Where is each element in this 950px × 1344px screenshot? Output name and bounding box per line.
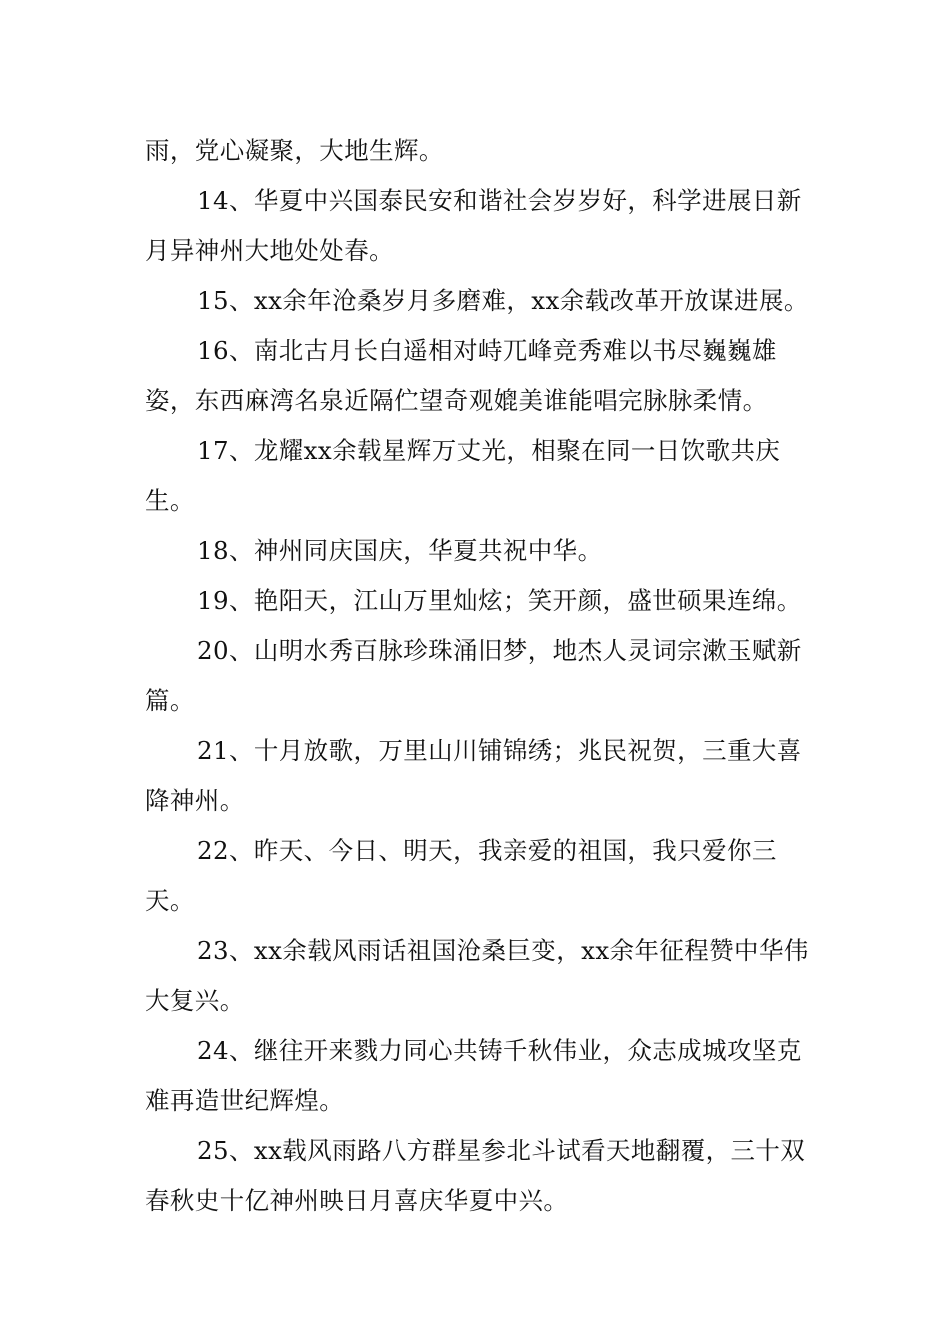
paragraph-25: 25、xx载风雨路八方群星参北斗试看天地翻覆，三十双春秋史十亿神州映日月喜庆华夏中兴。 (145, 1136, 806, 1215)
paragraph-15: 15、xx余年沧桑岁月多磨难，xx余载改革开放谋进展。 (197, 286, 809, 315)
paragraph-continuation: 雨，党心凝聚，大地生辉。 (145, 136, 444, 165)
paragraph-23: 23、xx余载风雨话祖国沧桑巨变，xx余年征程赞中华伟大复兴。 (145, 936, 809, 1015)
paragraph-16: 16、南北古月长白遥相对峙兀峰竞秀难以书尽巍巍雄姿，东西麻湾名泉近隔伫望奇观媲美谁能唱完脉脉柔情。 (145, 336, 777, 415)
document-body (145, 126, 810, 1226)
paragraph-24: 24、继往开来戮力同心共铸千秋伟业，众志成城攻坚克难再造世纪辉煌。 (145, 1036, 802, 1115)
paragraph-14: 14、华夏中兴国泰民安和谐社会岁岁好，科学进展日新月异神州大地处处春。 (145, 186, 802, 265)
paragraph-18: 18、神州同庆国庆，华夏共祝中华。 (197, 536, 603, 565)
paragraph-19: 19、艳阳天，江山万里灿炫；笑开颜，盛世硕果连绵。 (197, 586, 802, 615)
paragraph-17: 17、龙耀xx余载星辉万丈光，相聚在同一日饮歌共庆生。 (145, 436, 781, 515)
paragraph-20: 20、山明水秀百脉珍珠涌旧梦，地杰人灵词宗漱玉赋新篇。 (145, 636, 802, 715)
paragraph-21: 21、十月放歌，万里山川铺锦绣；兆民祝贺，三重大喜降神州。 (145, 736, 802, 815)
paragraph-22: 22、昨天、今日、明天，我亲爱的祖国，我只爱你三天。 (145, 836, 777, 915)
